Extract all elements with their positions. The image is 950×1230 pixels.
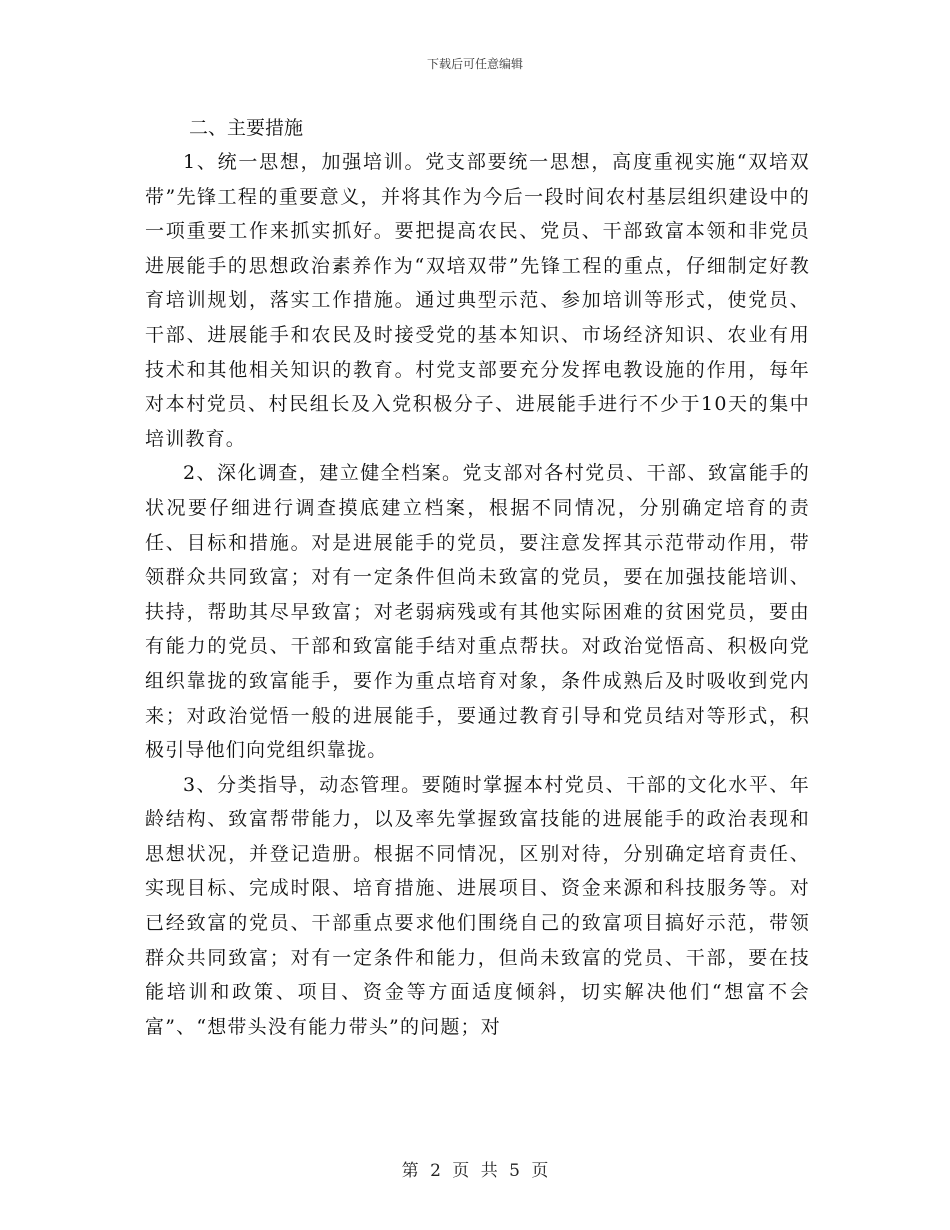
header-note: 下载后可任意编辑 bbox=[426, 57, 523, 71]
footer-prefix: 第 bbox=[401, 1161, 419, 1181]
section-heading: 二、主要措施 bbox=[189, 117, 304, 139]
footer-total-pages: 5 bbox=[509, 1161, 520, 1181]
footer-mid1: 页 bbox=[452, 1161, 470, 1181]
document-body bbox=[145, 112, 810, 1044]
page-footer bbox=[0, 1156, 950, 1181]
paragraph-3: 3、分类指导，动态管理。要随时掌握本村党员、干部的文化水平、年龄结构、致富帮带能力，以及率先掌握致富技能的进展能手的政治表现和思想状况，并登记造册。根据不同情况，区别对待，分别确定培育责任、实现目标、完成时限、培育措施、进展项目、资金来源和科技服务等。对已经致富的党员、干部重点要求他们围绕自己的致富项目搞好示范，带领群众共同致富；对有一定条件和能力，但尚未致富的党员、干部，要在技能培训和政策、项目、资金等方面适度倾斜，切实解决他们“想富不会富”、“想带头没有能力带头”的问题；对 bbox=[145, 773, 810, 1038]
footer-page-number: 2 bbox=[430, 1161, 441, 1181]
footer-mid2: 共 bbox=[480, 1161, 498, 1181]
footer-suffix: 页 bbox=[531, 1161, 549, 1181]
paragraph-1: 1、统一思想，加强培训。党支部要统一思想，高度重视实施“双培双带”先锋工程的重要意义，并将其作为今后一段时间农村基层组织建设中的一项重要工作来抓实抓好。要把提高农民、党员、干部致富本领和非党员进展能手的思想政治素养作为“双培双带”先锋工程的重点，仔细制定好教育培训规划，落实工作措施。通过典型示范、参加培训等形式，使党员、干部、进展能手和农民及时接受党的基本知识、市场经济知识、农业有用技术和其他相关知识的教育。村党支部要充分发挥电教设施的作用，每年对本村党员、村民组长及入党积极分子、进展能手进行不少于10天的集中培训教育。 bbox=[145, 151, 810, 450]
paragraph-2: 2、深化调查，建立健全档案。党支部对各村党员、干部、致富能手的状况要仔细进行调查摸底建立档案，根据不同情况，分别确定培育的责任、目标和措施。对是进展能手的党员，要注意发挥其示范带动作用，带领群众共同致富；对有一定条件但尚未致富的党员，要在加强技能培训、扶持，帮助其尽早致富；对老弱病残或有其他实际困难的贫困党员，要由有能力的党员、干部和致富能手结对重点帮扶。对政治觉悟高、积极向党组织靠拢的致富能手，要作为重点培育对象，条件成熟后及时吸收到党内来；对政治觉悟一般的进展能手，要通过教育引导和党员结对等形式，积极引导他们向党组织靠拢。 bbox=[145, 462, 810, 762]
